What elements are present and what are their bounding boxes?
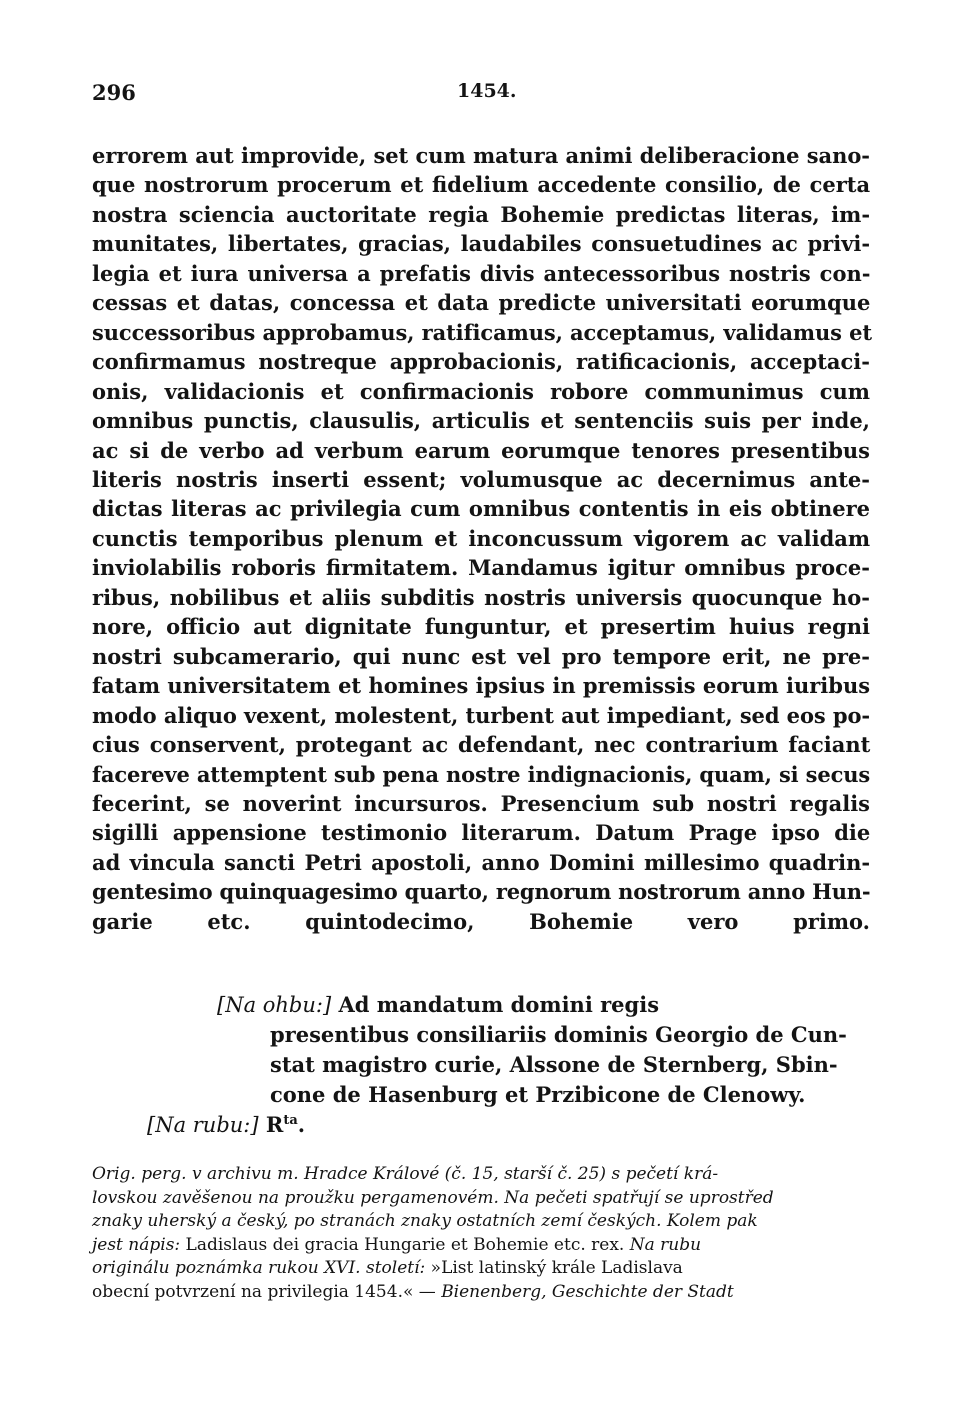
apparatus-line-1: Orig. perg. v archivu m. Hradce Králové (č. 15, starší č. 25) s pečetí krá- <box>92 1164 719 1184</box>
page-header <box>92 80 868 110</box>
apparatus-line-6 <box>92 1281 870 1305</box>
apparatus-line-2: lovskou zavěšenou na proužku pergamenovém. Na pečeti spatřují se uprostřed <box>92 1187 774 1208</box>
text-line: successoribus approbamus, ratificamus, acceptamus, validamus et <box>92 319 872 345</box>
text-line: facereve attemptent sub pena nostre indignacionis, quam, si secus <box>92 761 871 787</box>
charter-text <box>92 141 870 936</box>
text-line: gentesimo quinquagesimo quarto, regnorum nostrorum anno Hun- <box>92 879 871 905</box>
text-line: munitates, libertates, gracias, laudabiles consuetudines ac privi- <box>92 231 871 257</box>
rubu-superscript: ta <box>283 1113 298 1128</box>
text-line: ac si de verbo ad verbum earum eorumque tenores presentibus <box>92 437 870 463</box>
apparatus-line-4 <box>92 1234 870 1258</box>
text-line: errorem aut improvide, set cum matura animi deliberacione sano- <box>92 143 870 168</box>
ohbu-line-3: cone de Hasenburg et Przibicone de Clenowy. <box>270 1082 806 1107</box>
apparatus-line-4-roman: Ladislaus dei gracia Hungarie et Bohemie etc. rex. <box>180 1234 630 1255</box>
text-line: cunctis temporibus plenum et inconcussum vigorem ac validam <box>92 525 871 551</box>
page-number: 296 <box>92 80 136 105</box>
text-line: literis nostris inserti essent; volumusque ac decernimus ante- <box>92 466 870 492</box>
ohbu-label: [Na ohbu:] <box>217 993 332 1017</box>
text-line: fatam universitatem et homines ipsius in premissis eorum iuribus <box>92 673 870 699</box>
apparatus-line-5-italic: originálu poznámka rukou XVI. století: <box>92 1258 426 1278</box>
endorsement-notes <box>92 990 870 1140</box>
apparatus-line-3: znaky uherský a český, po stranách znaky ostatních zemí českých. Kolem pak <box>92 1211 758 1231</box>
text-line: confirmamus nostreque approbacionis, ratificacionis, acceptaci- <box>92 349 870 375</box>
ohbu-line-1: presentibus consiliariis dominis Georgio de Cun- <box>270 1022 847 1047</box>
text-line: ad vincula sancti Petri apostoli, anno Domini millesimo quadrin- <box>92 849 871 875</box>
ohbu-text: Ad mandatum domini regis <box>338 992 660 1017</box>
text-line: inviolabilis roboris firmitatem. Mandamus igitur omnibus proce- <box>92 555 870 581</box>
text-line: cessas et datas, concessa et data predicte universitati eorumque <box>92 290 871 316</box>
text-line: legia et iura universa a prefatis divis antecessoribus nostris con- <box>92 260 871 286</box>
ohbu-note <box>92 990 870 1020</box>
apparatus-line-6-italic: Bienenberg, Geschichte der Stadt <box>441 1281 734 1302</box>
text-line: nore, officio aut dignitate funguntur, et presertim huius regni <box>92 614 870 640</box>
text-line: que nostrorum procerum et fidelium accedente consilio, de certa <box>92 172 871 198</box>
apparatus-line-4-italic-2: Na rubu <box>629 1234 702 1255</box>
running-head-year: 1454. <box>457 80 517 102</box>
text-line: omnibus punctis, clausulis, articulis et sentenciis suis per inde, <box>92 408 870 434</box>
text-line: modo aliquo vexent, molestent, turbent aut impediant, sed eos po- <box>92 702 870 728</box>
text-line: garie etc. quintodecimo, Bohemie vero primo. <box>92 908 870 934</box>
source-apparatus <box>92 1163 870 1304</box>
text-line: nostri subcamerario, qui nunc est vel pro tempore erit, ne pre- <box>92 643 870 669</box>
text-line: onis, validacionis et confirmacionis robore communimus cum <box>92 378 870 404</box>
text-line: sigilli appensione testimonio literarum. Datum Prage ipso die <box>92 820 871 846</box>
apparatus-line-6-roman: obecní potvrzení na privilegia 1454.« — <box>92 1281 442 1302</box>
apparatus-line-5 <box>92 1257 870 1281</box>
ohbu-line-2: stat magistro curie, Alssone de Sternberg, Sbin- <box>270 1052 838 1077</box>
rubu-note <box>92 1110 870 1140</box>
text-line: cius conservent, protegant ac defendant, nec contrarium faciant <box>92 732 871 758</box>
rubu-text: R <box>265 1112 284 1137</box>
apparatus-line-4-italic: jest nápis: <box>92 1234 181 1255</box>
text-line: dictas literas ac privilegia cum omnibus contentis in eis obtinere <box>92 496 871 522</box>
text-line: ribus, nobilibus et aliis subditis nostris universis quocunque ho- <box>92 584 870 610</box>
text-line: fecerint, se noverint incursuros. Presencium sub nostri regalis <box>92 790 870 816</box>
text-line: nostra sciencia auctoritate regia Bohemie predictas literas, im- <box>92 201 871 227</box>
apparatus-line-5-roman: »List latinský krále Ladislava <box>425 1258 683 1278</box>
rubu-end: . <box>297 1112 306 1137</box>
rubu-label: [Na rubu:] <box>147 1113 259 1137</box>
